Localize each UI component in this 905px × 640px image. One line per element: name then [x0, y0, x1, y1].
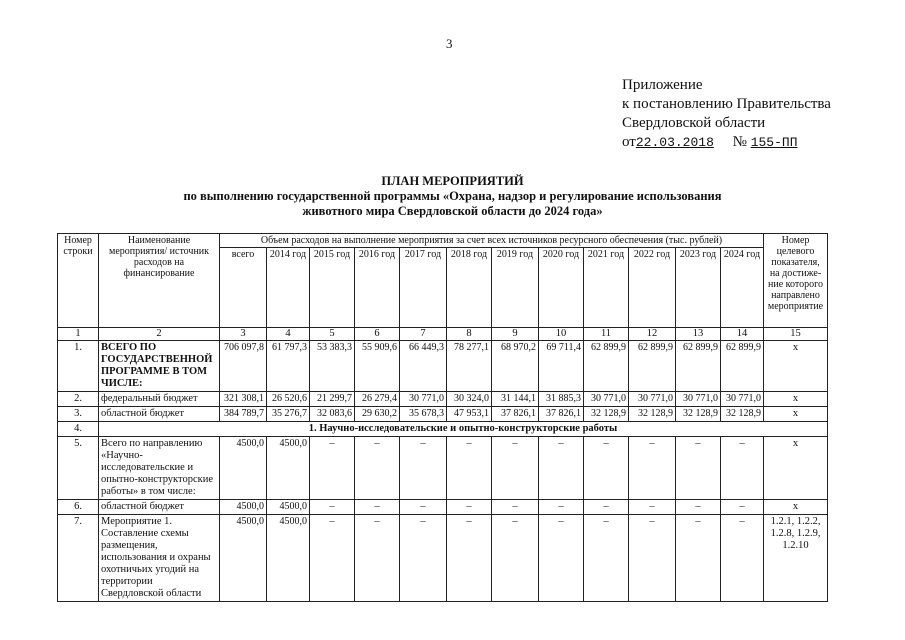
value-cell: 47 953,1 [447, 407, 492, 422]
header-year: всего [220, 248, 267, 328]
header-year: 2018 год [447, 248, 492, 328]
appendix-block [622, 76, 831, 152]
value-cell: 4500,0 [267, 437, 310, 500]
date-prefix: от [622, 134, 636, 150]
column-number: 13 [676, 328, 721, 341]
column-number: 6 [355, 328, 400, 341]
value-cell: 32 128,9 [721, 407, 764, 422]
table-row [58, 515, 828, 602]
target-indicator: 1.2.1, 1.2.2, 1.2.8, 1.2.9, 1.2.10 [764, 515, 828, 602]
appendix-date-line [622, 133, 831, 152]
column-number: 14 [721, 328, 764, 341]
header-target: Номер целевого показателя, на достиже- ние которого направлено мероприятие [764, 234, 828, 328]
column-number: 12 [629, 328, 676, 341]
column-number: 8 [447, 328, 492, 341]
value-cell: 30 771,0 [721, 392, 764, 407]
value-cell: – [400, 515, 447, 602]
value-cell: – [447, 437, 492, 500]
document-title [0, 174, 905, 219]
value-cell: – [539, 515, 584, 602]
value-cell: – [492, 437, 539, 500]
column-number: 2 [99, 328, 220, 341]
value-cell: 78 277,1 [447, 341, 492, 392]
appendix-line-1: Приложение [622, 77, 703, 93]
table-row [58, 407, 828, 422]
title-line-1: ПЛАН МЕРОПРИЯТИЙ [381, 174, 524, 188]
value-cell: – [447, 515, 492, 602]
value-cell: – [584, 500, 629, 515]
value-cell: – [629, 515, 676, 602]
row-number: 2. [58, 392, 99, 407]
value-cell: 62 899,9 [584, 341, 629, 392]
value-cell: 321 308,1 [220, 392, 267, 407]
value-cell: 32 128,9 [584, 407, 629, 422]
header-row-number: Номер строки [58, 234, 99, 328]
value-cell: – [355, 437, 400, 500]
row-name: областной бюджет [99, 407, 220, 422]
row-name: ВСЕГО ПО ГОСУДАРСТВЕННОЙ ПРОГРАММЕ В ТОМ ЧИСЛЕ: [99, 341, 220, 392]
value-cell: 37 826,1 [539, 407, 584, 422]
value-cell: – [721, 500, 764, 515]
value-cell: 26 520,6 [267, 392, 310, 407]
row-number: 3. [58, 407, 99, 422]
target-indicator: х [764, 341, 828, 392]
value-cell: – [721, 515, 764, 602]
value-cell: 35 678,3 [400, 407, 447, 422]
value-cell: – [492, 515, 539, 602]
value-cell: 61 797,3 [267, 341, 310, 392]
value-cell: 53 383,3 [310, 341, 355, 392]
column-number: 4 [267, 328, 310, 341]
column-number: 3 [220, 328, 267, 341]
value-cell: – [629, 437, 676, 500]
table-row [58, 437, 828, 500]
value-cell: – [400, 500, 447, 515]
value-cell: 31 885,3 [539, 392, 584, 407]
header-volume: Объем расходов на выполнение мероприятия за счет всех источников ресурсного обеспечения (тыс. рублей) [220, 234, 764, 248]
column-number: 5 [310, 328, 355, 341]
value-cell: – [629, 500, 676, 515]
row-number: 6. [58, 500, 99, 515]
row-number: 7. [58, 515, 99, 602]
row-number: 5. [58, 437, 99, 500]
table-row [58, 500, 828, 515]
header-year: 2024 год [721, 248, 764, 328]
value-cell: 26 279,4 [355, 392, 400, 407]
target-indicator: х [764, 392, 828, 407]
row-name: федеральный бюджет [99, 392, 220, 407]
row-name: Всего по направлению «Научно-исследовательские и опытно-конструкторские работы» в том числе: [99, 437, 220, 500]
value-cell: 62 899,9 [676, 341, 721, 392]
value-cell: – [447, 500, 492, 515]
page-number: 3 [446, 36, 453, 51]
value-cell: 4500,0 [220, 500, 267, 515]
value-cell: 4500,0 [220, 515, 267, 602]
plan-table [57, 233, 828, 602]
value-cell: 62 899,9 [721, 341, 764, 392]
value-cell: 30 771,0 [584, 392, 629, 407]
resolution-date: 22.03.2018 [635, 135, 714, 150]
column-number: 9 [492, 328, 539, 341]
value-cell: 37 826,1 [492, 407, 539, 422]
table-row [58, 422, 828, 437]
title-line-2: по выполнению государственной программы «Охрана, надзор и регулирование использования [183, 189, 722, 203]
value-cell: 21 299,7 [310, 392, 355, 407]
header-year: 2017 год [400, 248, 447, 328]
title-line-3: животного мира Свердловской области до 2024 года» [302, 204, 603, 218]
value-cell: – [355, 500, 400, 515]
value-cell: 32 083,6 [310, 407, 355, 422]
number-prefix: № [732, 134, 747, 150]
table-row [58, 392, 828, 407]
appendix-line-3: Свердловской области [622, 115, 766, 131]
target-indicator: х [764, 437, 828, 500]
value-cell: – [676, 437, 721, 500]
header-year: 2019 год [492, 248, 539, 328]
header-year: 2023 год [676, 248, 721, 328]
value-cell: – [400, 437, 447, 500]
target-indicator: х [764, 407, 828, 422]
header-year: 2016 год [355, 248, 400, 328]
row-name: Мероприятие 1. Составление схемы размещения, использования и охраны охотничьих угодий на территории Свердловской области [99, 515, 220, 602]
value-cell: – [355, 515, 400, 602]
value-cell: – [492, 500, 539, 515]
column-numbers-row [58, 328, 828, 341]
column-number: 1 [58, 328, 99, 341]
row-number: 1. [58, 341, 99, 392]
column-number: 7 [400, 328, 447, 341]
header-year: 2020 год [539, 248, 584, 328]
value-cell: 30 771,0 [676, 392, 721, 407]
value-cell: 68 970,2 [492, 341, 539, 392]
value-cell: 706 097,8 [220, 341, 267, 392]
value-cell: – [676, 515, 721, 602]
row-number: 4. [58, 422, 99, 437]
value-cell: – [584, 515, 629, 602]
value-cell: 32 128,9 [629, 407, 676, 422]
header-row-1 [58, 234, 828, 248]
value-cell: – [310, 437, 355, 500]
value-cell: – [721, 437, 764, 500]
appendix-line-2: к постановлению Правительства [622, 96, 831, 112]
header-year: 2022 год [629, 248, 676, 328]
value-cell: 32 128,9 [676, 407, 721, 422]
value-cell: 55 909,6 [355, 341, 400, 392]
column-number: 15 [764, 328, 828, 341]
header-year: 2014 год [267, 248, 310, 328]
value-cell: 4500,0 [220, 437, 267, 500]
value-cell: 31 144,1 [492, 392, 539, 407]
value-cell: – [676, 500, 721, 515]
table-row [58, 341, 828, 392]
value-cell: 4500,0 [267, 515, 310, 602]
value-cell: – [310, 500, 355, 515]
value-cell: 62 899,9 [629, 341, 676, 392]
value-cell: – [310, 515, 355, 602]
value-cell: 29 630,2 [355, 407, 400, 422]
value-cell: 30 771,0 [400, 392, 447, 407]
resolution-number: 155-ПП [750, 135, 798, 150]
target-indicator: х [764, 500, 828, 515]
value-cell: – [539, 437, 584, 500]
value-cell: 30 771,0 [629, 392, 676, 407]
value-cell: 384 789,7 [220, 407, 267, 422]
row-name: областной бюджет [99, 500, 220, 515]
column-number: 10 [539, 328, 584, 341]
header-year: 2021 год [584, 248, 629, 328]
value-cell: 66 449,3 [400, 341, 447, 392]
value-cell: 4500,0 [267, 500, 310, 515]
value-cell: – [584, 437, 629, 500]
section-title: 1. Научно-исследовательские и опытно-конструкторские работы [99, 422, 828, 437]
value-cell: 69 711,4 [539, 341, 584, 392]
header-year: 2015 год [310, 248, 355, 328]
value-cell: 35 276,7 [267, 407, 310, 422]
value-cell: 30 324,0 [447, 392, 492, 407]
header-name: Наименование мероприятия/ источник расходов на финансирование [99, 234, 220, 328]
value-cell: – [539, 500, 584, 515]
column-number: 11 [584, 328, 629, 341]
